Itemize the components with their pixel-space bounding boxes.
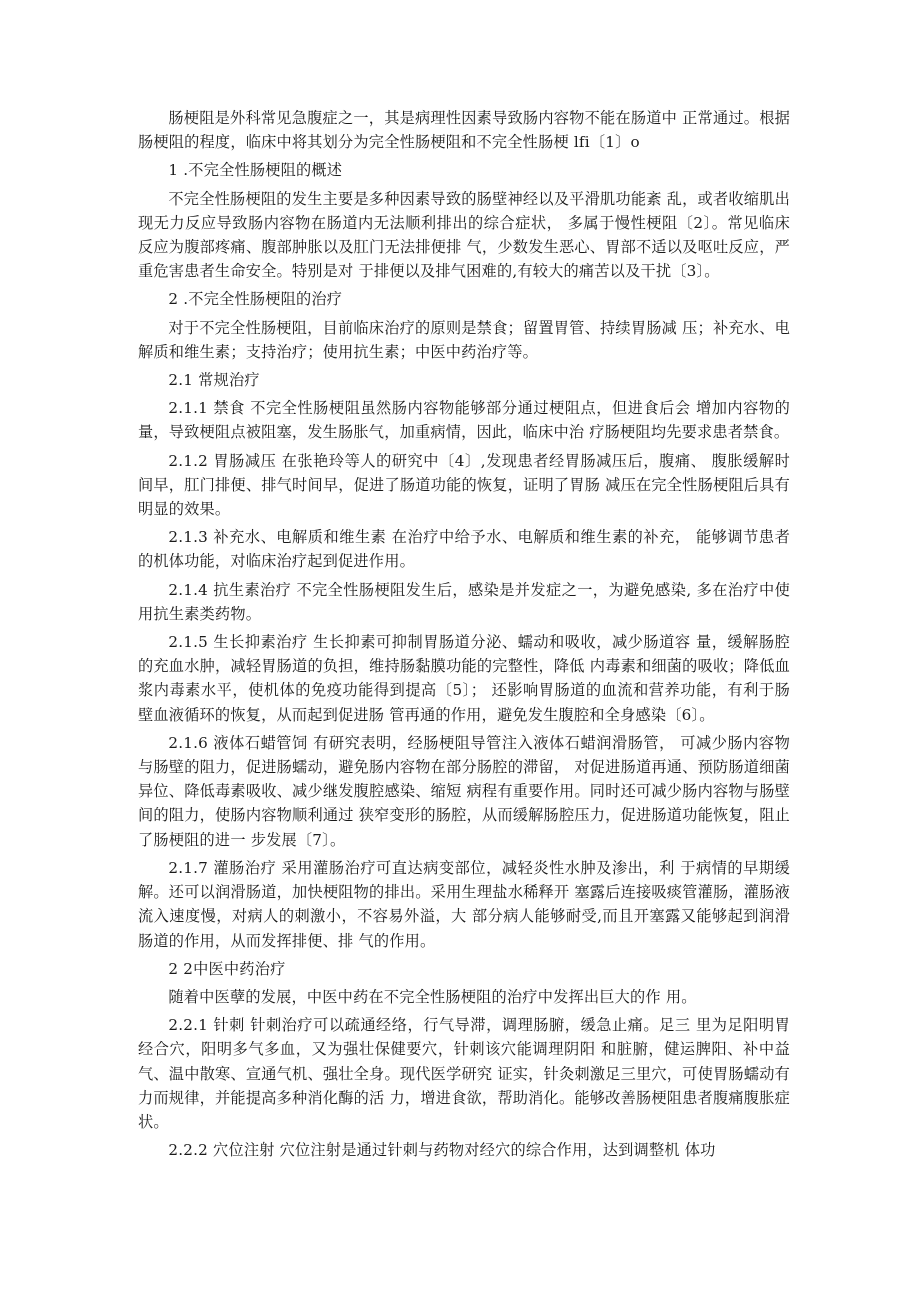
paragraph: 对于不完全性肠梗阻，目前临床治疗的原则是禁食；留置胃管、持续胃肠减 压；补充水、电解质和维生素；支持治疗；使用抗生素；中医中药治疗等。 (138, 318, 790, 361)
paragraph: 2.2.1 针刺 针刺治疗可以疏通经络，行气导滞，调理肠腑，缓急止痛。足三 里为足阳明胃经合穴，阳明多气多血，又为强壮保健要穴，针刺该穴能调理阴阳 和脏腑，健运脾阳、补中益气、温中散寒、宣通气机、强壮全身。现代医学研究 证实，针灸刺激足三里穴，可使胃肠蠕动有力而规律，并能提高多种消化酶的活 力，增进食欲，帮助消化。能够改善肠梗阻患者腹痛腹胀症状。 (138, 1016, 790, 1131)
paragraph: 2.1.5 生长抑素治疗 生长抑素可抑制胃肠道分泌、蠕动和吸收，减少肠道容 量，缓解肠腔的充血水肿，减轻胃肠道的负担，维持肠黏膜功能的完整性，降低 内毒素和细菌的吸收；降低血浆内毒素水平，使机体的免疫功能得到提高〔5〕； 还影响胃肠道的血流和营养功能，有利于肠壁血液循环的恢复，从而起到促进肠 管再通的作用，避免发生腹腔和全身感染〔6〕。 (138, 633, 790, 724)
section-heading: 2.1 常规治疗 (168, 371, 260, 390)
document-body (138, 106, 790, 1162)
paragraph: 2.1.3 补充水、电解质和维生素 在治疗中给予水、电解质和维生素的补充， 能够调节患者的机体功能，对临床治疗起到促进作用。 (138, 528, 790, 571)
paragraph: 2.1.6 液体石蜡管饲 有研究表明，经肠梗阻导管注入液体石蜡润滑肠管， 可减少肠内容物与肠壁的阻力，促进肠蠕动，避免肠内容物在部分肠腔的滞留， 对促进肠道再通、预防肠道细菌异位、降低毒素吸收、减少继发腹腔感染、缩短 病程有重要作用。同时还可减少肠内容物与肠壁间的阻力，使肠内容物顺利通过 狭窄变形的肠腔，从而缓解肠腔压力，促进肠道功能恢复，阻止了肠梗阻的进一 步发展〔7〕。 (138, 733, 790, 849)
paragraph: 2.1.2 胃肠减压 在张艳玲等人的研究中〔4〕,发现患者经胃肠减压后，腹痛、 腹胀缓解时间早，肛门排便、排气时间早，促进了肠道功能的恢复，证明了胃肠 减压在完全性肠梗阻后具有明显的效果。 (138, 451, 790, 519)
paragraph: 随着中医孽的发展，中医中药在不完全性肠梗阻的治疗中发挥出巨大的作 用。 (168, 987, 697, 1006)
paragraph: 不完全性肠梗阻的发生主要是多种因素导致的肠壁神经以及平滑肌功能紊 乱，或者收缩肌出现无力反应导致肠内容物在肠道内无法顺利排出的综合症状， 多属于慢性梗阻〔2〕。常见临床反应为腹部疼痛、腹部肿胀以及肛门无法排便排 气，少数发生恶心、胃部不适以及呕吐反应，严重危害患者生命安全。特别是对 于排便以及排气困难的,有较大的痛苦以及干扰〔3〕。 (138, 189, 790, 281)
section-heading: 1 .不完全性肠梗阻的概述 (168, 161, 343, 180)
paragraph: 2.1.1 禁食 不完全性肠梗阻虽然肠内容物能够部分通过梗阻点，但进食后会 增加内容物的量，导致梗阻点被阻塞，发生肠胀气，加重病情，因此，临床中治 疗肠梗阻均先要求患者禁食。 (138, 399, 790, 442)
paragraph: 肠梗阻是外科常见急腹症之一，其是病理性因素导致肠内容物不能在肠道中 正常通过。根据肠梗阻的程度，临床中将其划分为完全性肠梗阻和不完全性肠梗 lfi〔1〕o (138, 109, 790, 152)
paragraph: 2.2.2 穴位注射 穴位注射是通过针刺与药物对经穴的综合作用，达到调整机 体功 (168, 1141, 716, 1160)
paragraph: 2.1.4 抗生素治疗 不完全性肠梗阻发生后，感染是并发症之一，为避免感染, 多在治疗中使用抗生素类药物。 (138, 580, 790, 623)
paragraph: 2.1.7 灌肠治疗 采用灌肠治疗可直达病变部位，减轻炎性水肿及渗出，利 于病情的早期缓解。还可以润滑肠道，加快梗阻物的排出。采用生理盐水稀释开 塞露后连接吸痰管灌肠，灌肠液流入速度慢，对病人的刺激小，不容易外溢，大 部分病人能够耐受,而且开塞露又能够起到润滑肠道的作用，从而发挥排便、排 气的作用。 (138, 858, 790, 950)
section-heading: 2 .不完全性肠梗阻的治疗 (168, 290, 343, 309)
section-heading: 2 2中医中药治疗 (168, 959, 286, 978)
